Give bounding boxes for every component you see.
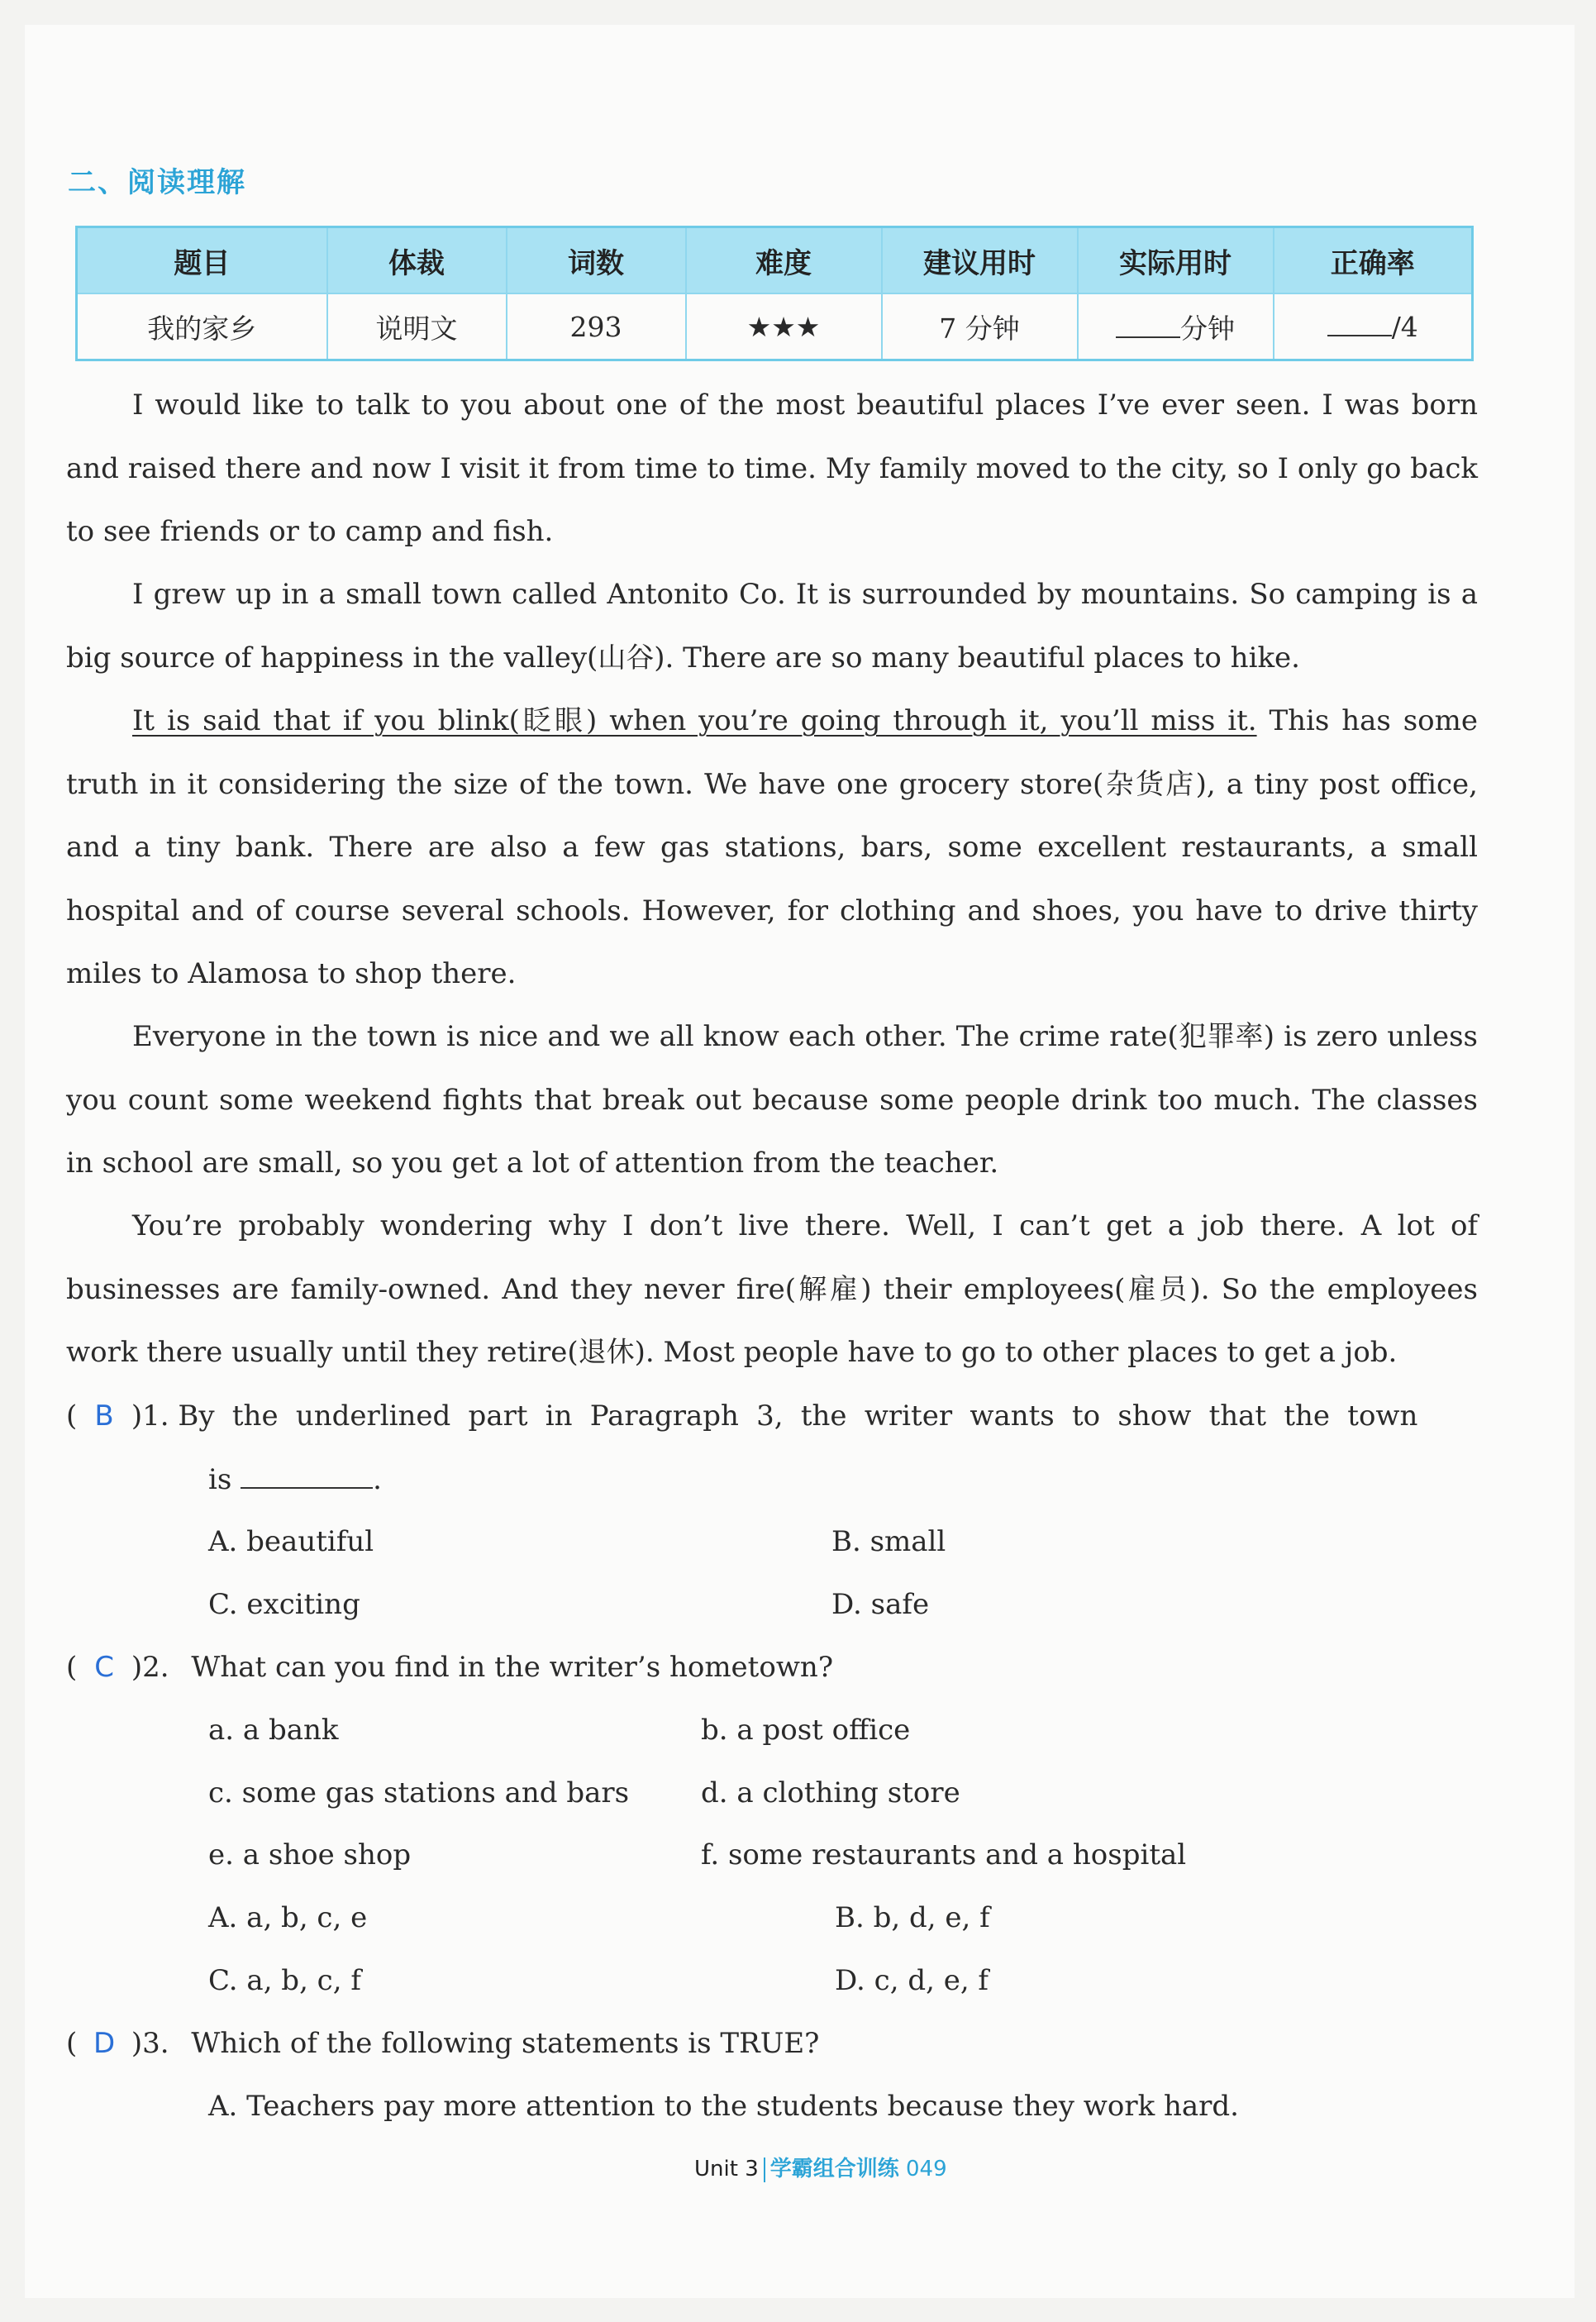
q1-stem-is: is [208,1463,232,1496]
q1-stem-line1: By the underlined part in Paragraph 3, the writer wants to show that the town [178,1399,1418,1433]
q2-item-b: b. a post office [701,1714,911,1747]
cell-genre: 说明文 [327,293,507,360]
q2-option-c[interactable]: C. a, b, c, f [208,1964,361,1997]
section-title: 二、阅读理解 [68,166,246,199]
q2-paren-close: ) [131,1651,143,1684]
question-1 [66,1399,1478,1433]
q1-paren-open: ( [66,1399,78,1433]
q1-answer: B [94,1399,114,1433]
paragraph-5: You’re probably wondering why I don’t live there. Well, I can’t get a job there. A lot of businesses are family-owned. And they never fire(解雇) their employees(雇员). So the employees work there usually until they retire(退休). Most people have to go to other places to get a job. [66,1209,1478,1369]
q2-option-d[interactable]: D. c, d, e, f [835,1964,989,1997]
paragraph-4: Everyone in the town is nice and we all know each other. The crime rate(犯罪率) is zero unless you count some weekend fights that break out because some people drink too much. The classes in school are small, so you get a lot of attention from the teacher. [66,1020,1478,1180]
actual-time-blank[interactable] [1116,315,1180,338]
q3-answer: D [93,2027,116,2060]
q2-item-e: e. a shoe shop [208,1838,412,1871]
header-accuracy: 正确率 [1274,227,1473,294]
question-3 [66,2027,819,2060]
info-table [75,226,1474,361]
cell-actual-time [1078,293,1274,360]
underlined-sentence: It is said that if you blink(眨眼) when you’re going through it, you’ll miss it. [132,704,1257,737]
header-difficulty: 难度 [686,227,882,294]
accuracy-blank[interactable] [1327,313,1392,336]
accuracy-total: /4 [1391,310,1418,343]
q2-paren-open: ( [66,1651,78,1684]
actual-time-unit: 分钟 [1180,312,1235,345]
footer-unit: Unit 3 [694,2157,759,2181]
q3-paren-open: ( [66,2027,78,2060]
q1-option-b[interactable]: B. small [831,1525,946,1558]
q2-option-a[interactable]: A. a, b, c, e [208,1901,368,1934]
footer-page-number: 049 [906,2157,947,2181]
paragraph-3-rest: This has some truth in it considering the size of the town. We have one grocery store(杂货店), a tiny post office, and a tiny bank. There are also a few gas stations, bars, some excellent restaurants, a small hospital and of course several schools. However, for clothing and shoes, you have to drive thirty miles to Alamosa to shop there. [66,704,1479,990]
q3-paren-close: ) [131,2027,143,2060]
q3-option-a[interactable]: A. Teachers pay more attention to the students because they work hard. [208,2090,1239,2123]
q1-option-d[interactable]: D. safe [831,1588,930,1621]
cell-words: 293 [507,293,686,360]
footer-brand: 学霸组合训练 [769,2157,899,2181]
q2-item-d: d. a clothing store [701,1776,960,1809]
question-2 [66,1651,833,1684]
info-table-header [77,227,1473,294]
footer-separator [764,2158,765,2182]
q1-stem-end: . [373,1463,382,1496]
q2-item-c: c. some gas stations and bars [208,1776,630,1809]
q3-stem: Which of the following statements is TRUE? [191,2027,820,2060]
q2-stem: What can you find in the writer’s hometown? [191,1651,834,1684]
q2-number: 2. [142,1651,169,1684]
header-actual-time: 实际用时 [1078,227,1274,294]
header-genre: 体裁 [327,227,507,294]
q3-number: 3. [142,2027,169,2060]
info-table-row [77,293,1473,360]
q2-option-b[interactable]: B. b, d, e, f [835,1901,990,1934]
paragraph-1: I would like to talk to you about one of the most beautiful places I’ve ever seen. I was born and raised there and now I visit it from time to time. My family moved to the city, so I only go back to see friends or to camp and fish. [66,389,1478,548]
q1-stem-line2 [208,1463,382,1496]
q2-item-a: a. a bank [208,1714,339,1747]
paragraph-2: I grew up in a small town called Antonito Co. It is surrounded by mountains. So camping is a big source of happiness in the valley(山谷). There are so many beautiful places to hike. [66,578,1478,675]
cell-difficulty: ★★★ [686,293,882,360]
header-suggested-time: 建议用时 [882,227,1078,294]
q2-item-f: f. some restaurants and a hospital [701,1838,1187,1871]
cell-accuracy [1274,293,1473,360]
q1-answer-blank[interactable] [241,1466,373,1489]
q1-option-c[interactable]: C. exciting [208,1588,360,1621]
header-words: 词数 [507,227,686,294]
q2-answer: C [94,1651,114,1684]
paragraph-3 [66,689,1478,1006]
cell-title: 我的家乡 [77,293,327,360]
q1-number: 1. [142,1399,169,1433]
header-title: 题目 [77,227,327,294]
q1-option-a[interactable]: A. beautiful [208,1525,374,1558]
cell-suggested-time: 7 分钟 [882,293,1078,360]
q1-paren-close: ) [131,1399,143,1433]
page-footer [694,2152,947,2182]
